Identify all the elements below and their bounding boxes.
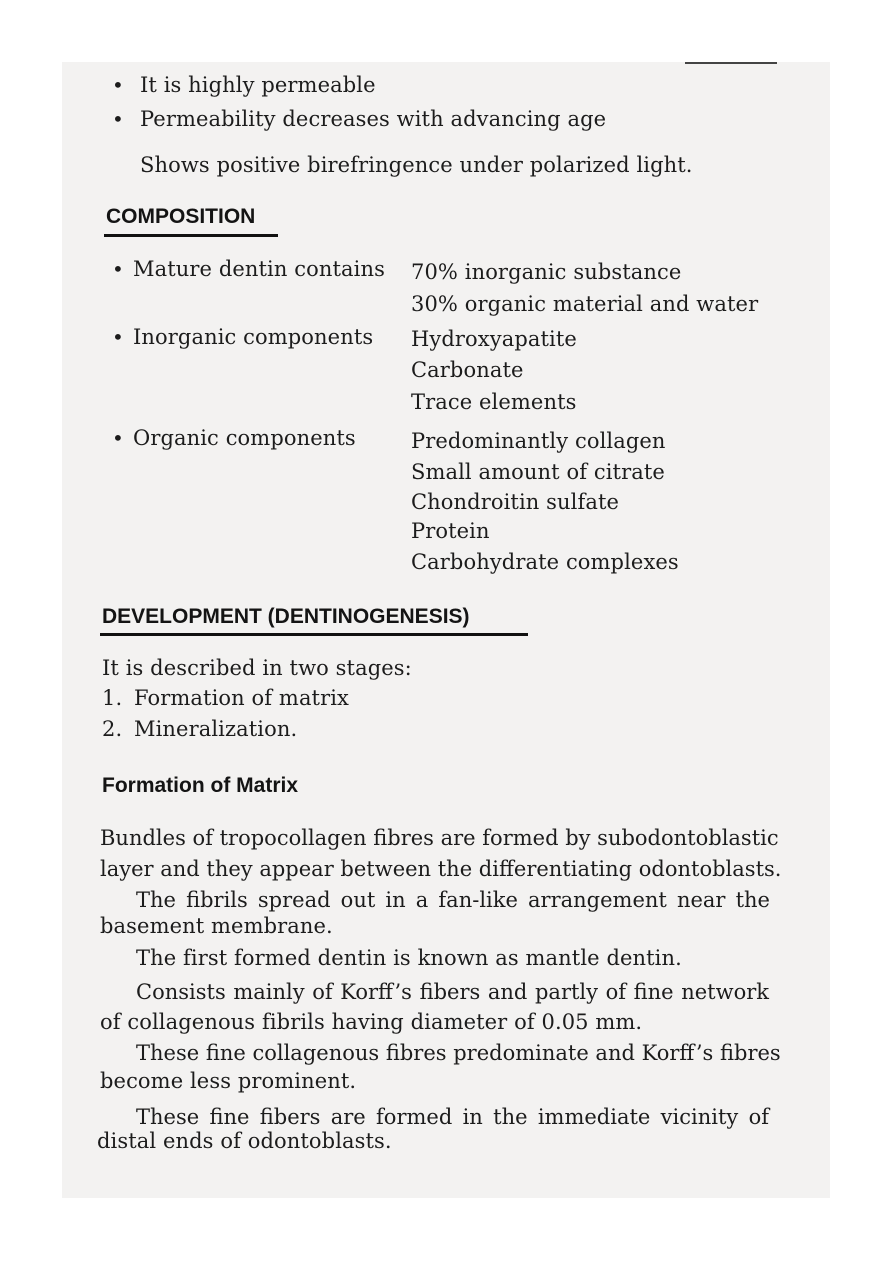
composition-label: Organic components bbox=[133, 426, 356, 450]
paragraph-line: of collagenous fibrils having diameter of 0.05 mm. bbox=[100, 1010, 643, 1034]
paragraph-line: become less prominent. bbox=[100, 1069, 357, 1093]
paragraph-line: layer and they appear between the differentiating odontoblasts. bbox=[100, 857, 782, 881]
birefringence-text: Shows positive birefringence under polarized light. bbox=[140, 153, 693, 177]
bullet-marker: • bbox=[112, 73, 124, 97]
bullet-marker: • bbox=[112, 325, 124, 349]
paragraph-line: The fibrils spread out in a fan-like arrangement near the bbox=[136, 888, 770, 912]
composition-value: Protein bbox=[411, 519, 490, 543]
paragraph-line: distal ends of odontoblasts. bbox=[97, 1129, 392, 1153]
stage-number: 2. bbox=[102, 717, 123, 741]
composition-value: Hydroxyapatite bbox=[411, 327, 577, 351]
top-edge-rule bbox=[685, 62, 777, 64]
stage-text: Mineralization. bbox=[134, 717, 298, 741]
paragraph-line: These fine collagenous fibres predominate and Korff’s fibres bbox=[136, 1041, 781, 1065]
composition-value: Trace elements bbox=[411, 390, 577, 414]
composition-label: Mature dentin contains bbox=[133, 257, 385, 281]
bullet-marker: • bbox=[112, 426, 124, 450]
stage-number: 1. bbox=[102, 686, 123, 710]
composition-value: Carbonate bbox=[411, 358, 524, 382]
paragraph-line: The first formed dentin is known as mantle dentin. bbox=[136, 946, 682, 970]
bullet-marker: • bbox=[112, 257, 124, 281]
development-heading: DEVELOPMENT (DENTINOGENESIS) bbox=[102, 605, 470, 628]
development-intro: It is described in two stages: bbox=[102, 656, 412, 680]
bullet-marker: • bbox=[112, 107, 124, 131]
intro-bullet: It is highly permeable bbox=[140, 73, 376, 97]
composition-heading: COMPOSITION bbox=[106, 205, 256, 228]
paragraph-line: Bundles of tropocollagen fibres are formed by subodontoblastic bbox=[100, 826, 779, 850]
composition-value: Small amount of citrate bbox=[411, 460, 665, 484]
paragraph-line: These fine fibers are formed in the immediate vicinity of bbox=[136, 1105, 769, 1129]
composition-value: 30% organic material and water bbox=[411, 292, 759, 316]
composition-value: Predominantly collagen bbox=[411, 429, 666, 453]
composition-value: Chondroitin sulfate bbox=[411, 490, 620, 514]
paragraph-line: basement membrane. bbox=[100, 914, 333, 938]
composition-value: Carbohydrate complexes bbox=[411, 550, 679, 574]
development-heading-rule bbox=[100, 633, 528, 636]
intro-bullet: Permeability decreases with advancing age bbox=[140, 107, 607, 131]
composition-heading-rule bbox=[104, 234, 278, 237]
composition-label: Inorganic components bbox=[133, 325, 374, 349]
stage-text: Formation of matrix bbox=[134, 686, 349, 710]
composition-value: 70% inorganic substance bbox=[411, 260, 682, 284]
paragraph-line: Consists mainly of Korff’s fibers and partly of fine network bbox=[136, 980, 769, 1004]
formation-heading: Formation of Matrix bbox=[102, 774, 299, 797]
